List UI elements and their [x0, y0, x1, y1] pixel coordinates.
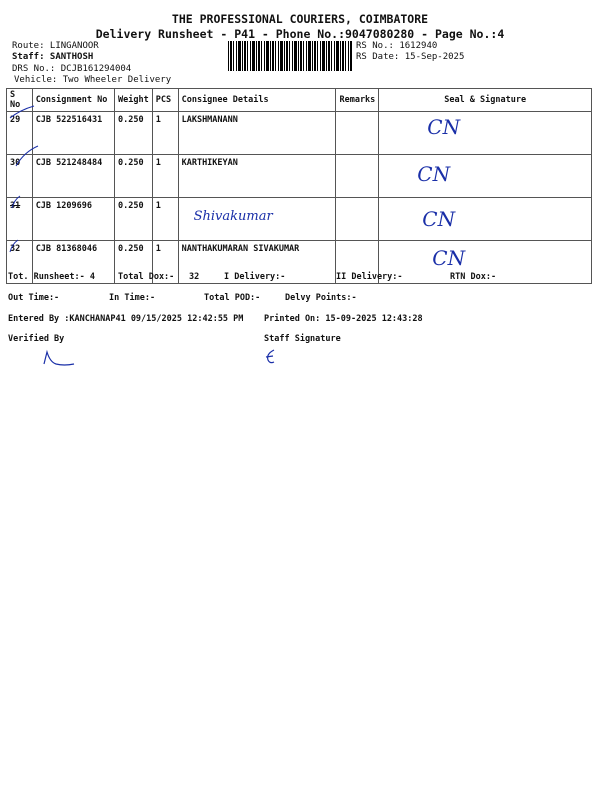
- total-pod: Total POD:-: [204, 293, 261, 303]
- cell-seal: [379, 155, 592, 198]
- col-consignee: Consignee Details: [178, 89, 336, 112]
- table-row: [7, 198, 592, 241]
- cell-pcs: 1: [152, 112, 178, 155]
- verifier-signature-icon: [40, 348, 80, 370]
- seal-signature: CN: [427, 115, 461, 139]
- table-row: [7, 155, 592, 198]
- entered-by: Entered By :KANCHANAP41 09/15/2025 12:42:55 PM: [8, 314, 244, 324]
- col-remarks: Remarks: [336, 89, 379, 112]
- cell-remarks: [336, 112, 379, 155]
- tot-runsheet: Tot. Runsheet:- 4: [8, 272, 95, 282]
- cell-sno: 31: [7, 198, 33, 241]
- cell-pcs: 1: [152, 155, 178, 198]
- ii-delivery: II Delivery:-: [336, 272, 403, 282]
- cell-consignee: NANTHAKUMARAN SIVAKUMAR: [178, 241, 336, 284]
- printed-on: Printed On: 15-09-2025 12:43:28: [264, 314, 423, 324]
- staff-label: Staff: SANTHOSH: [12, 52, 94, 62]
- route-label: Route: LINGANOOR: [12, 41, 99, 51]
- seal-signature: CN: [432, 246, 466, 270]
- rs-number: RS No.: 1612940: [356, 41, 438, 51]
- cell-consignment: CJB 81368046: [32, 241, 114, 284]
- company-title: THE PROFESSIONAL COURIERS, COIMBATORE: [171, 12, 429, 26]
- vehicle-label: Vehicle: Two Wheeler Delivery: [14, 75, 172, 85]
- cell-sno: 30: [7, 155, 33, 198]
- barcode-icon: [228, 41, 352, 71]
- delvy-points: Delvy Points:-: [285, 293, 357, 303]
- seal-signature: CN: [417, 162, 451, 186]
- col-consignment: Consignment No: [32, 89, 114, 112]
- cell-seal: [379, 112, 592, 155]
- cell-sno: 29: [7, 112, 33, 155]
- seal-signature: CN: [422, 207, 456, 231]
- cell-weight: 0.250: [115, 112, 153, 155]
- cell-sno: 32: [7, 241, 33, 284]
- cell-consignment: CJB 521248484: [32, 155, 114, 198]
- col-pcs: PCS: [152, 89, 178, 112]
- cell-weight: 0.250: [115, 241, 153, 284]
- staff-signature-icon: [262, 346, 282, 368]
- verified-by-label: Verified By: [8, 334, 65, 344]
- cell-remarks: [336, 198, 379, 241]
- cell-pcs: 1: [152, 198, 178, 241]
- in-time: In Time:-: [109, 293, 156, 303]
- cell-weight: 0.250: [115, 198, 153, 241]
- cell-consignment: CJB 522516431: [32, 112, 114, 155]
- cell-consignee: LAKSHMANANN: [178, 112, 336, 155]
- col-sno: S No: [7, 89, 33, 112]
- cell-weight: 0.250: [115, 155, 153, 198]
- out-time: Out Time:-: [8, 293, 60, 303]
- runsheet-table: [6, 88, 592, 284]
- cell-consignee: [178, 198, 336, 241]
- total-dox-label: Total Dox:-: [118, 272, 175, 282]
- staff-signature-label: Staff Signature: [264, 334, 341, 344]
- total-dox-value: 32: [189, 272, 200, 282]
- consignee-handwriting: Shivakumar: [193, 209, 273, 224]
- cell-consignment: CJB 1209696: [32, 198, 114, 241]
- rtn-dox: RTN Dox:-: [450, 272, 497, 282]
- i-delivery: I Delivery:-: [224, 272, 286, 282]
- runsheet-subtitle: Delivery Runsheet - P41 - Phone No.:9047080280 - Page No.:4: [95, 27, 505, 41]
- drs-number: DRS No.: DCJB161294004: [12, 64, 132, 74]
- col-seal: Seal & Signature: [379, 89, 592, 112]
- cell-consignee: KARTHIKEYAN: [178, 155, 336, 198]
- rs-date: RS Date: 15-Sep-2025: [356, 52, 465, 62]
- col-weight: Weight: [115, 89, 153, 112]
- cell-seal: [379, 198, 592, 241]
- cell-remarks: [336, 155, 379, 198]
- cell-pcs: 1: [152, 241, 178, 284]
- handwritten-tick-marks: [4, 100, 44, 260]
- table-row: [7, 112, 592, 155]
- table-header-row: [7, 89, 592, 112]
